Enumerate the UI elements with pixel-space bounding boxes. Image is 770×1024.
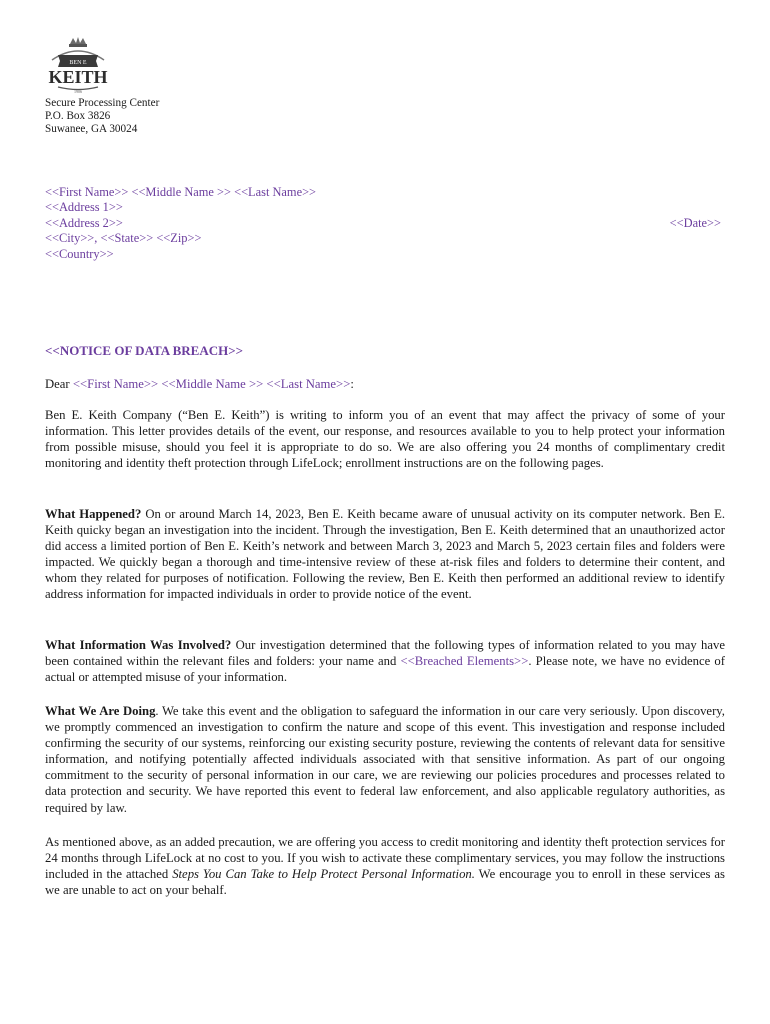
notice-title: <<NOTICE OF DATA BREACH>> <box>45 343 244 358</box>
steps-title-italic: Steps You Can Take to Help Protect Personal Information. <box>172 867 475 882</box>
logo-banner-text: BEN E <box>69 60 87 66</box>
what-we-are-doing-heading: What We Are Doing <box>45 704 156 718</box>
salutation-prefix: Dear <box>45 377 73 391</box>
salutation <box>45 376 725 392</box>
return-address <box>45 97 159 136</box>
company-logo <box>44 36 112 96</box>
credit-monitoring-text-before: As mentioned above, as an added precaution, we are offering you access to credit monitoring and identity theft protection services for 24 months through LifeLock at no cost to you. If you wish to activate these complimentary services, you may follow the instructions included in the attached <box>45 835 725 882</box>
recipient-city-state-zip: <<City>>, <<State>> <<Zip>> <box>45 231 202 246</box>
what-we-are-doing-paragraph <box>45 703 725 816</box>
what-happened-heading: What Happened? <box>45 507 142 521</box>
what-information-heading: What Information Was Involved? <box>45 638 232 652</box>
recipient-address-block <box>45 185 316 262</box>
what-information-paragraph <box>45 637 725 685</box>
credit-monitoring-text-after: We encourage you to enroll in these services as we are unable to act on your behalf. <box>45 867 725 898</box>
what-information-text-before: Our investigation determined that the following types of information related to you may have been contained within the relevant files and folders: your name and <box>45 638 725 669</box>
recipient-address1: <<Address 1>> <box>45 200 123 215</box>
return-address-line3: Suwanee, GA 30024 <box>45 123 138 135</box>
return-address-line2: P.O. Box 3826 <box>45 110 111 122</box>
logo-est-text: 1906 <box>74 89 82 94</box>
recipient-name: <<First Name>> <<Middle Name >> <<Last Name>> <box>45 185 317 199</box>
recipient-country: <<Country>> <box>45 246 114 261</box>
return-address-line1: Secure Processing Center <box>45 97 160 109</box>
logo-keith-text: KEITH <box>48 67 108 87</box>
keith-logo-emblem <box>44 36 112 96</box>
credit-monitoring-paragraph <box>45 834 725 898</box>
salutation-name: <<First Name>> <<Middle Name >> <<Last Name>> <box>72 377 351 391</box>
what-happened-paragraph <box>45 506 725 603</box>
salutation-suffix: : <box>350 377 354 391</box>
what-information-text-after: . Please note, we have no evidence of actual or attempted misuse of your information. <box>45 654 725 685</box>
recipient-address2: <<Address 2>> <box>45 215 123 230</box>
breached-elements-placeholder: <<Breached Elements>> <box>400 654 529 669</box>
what-we-are-doing-text: . We take this event and the obligation to safeguard the information in our care very seriously. Upon discovery, we promptly commenced an investigation to confirm the nature and scope of this event. This investigation and response included confirming the security of our systems, reinforcing our existing security posture, reviewing the contents of relevant data for sensitive information, and notifying potentially affected individuals associated with that sensitive information. As part of our ongoing commitment to the security of personal information in our care, we are reviewing our policies procedures and processes related to data protection and security. We have reported this event to federal law enforcement, and also applicable regulatory authorities, as required by law. <box>45 704 725 815</box>
what-happened-text: On or around March 14, 2023, Ben E. Keith became aware of unusual activity on its computer network. Ben E. Keith quicky began an investigation into the incident. Through the investigation, Ben E. Keith determined that an unauthorized actor did access a limited portion of Ben E. Keith’s network and between March 3, 2023 and March 5, 2023 certain files and folders were impacted. We quickly began a thorough and time-intensive review of these at-risk files and folders to determine their content, and whom they related for purposes of notification. Following the review, Ben E. Keith then performed an additional review to identify address information for impacted individuals in order to provide notice of the event. <box>45 507 725 602</box>
intro-paragraph: Ben E. Keith Company (“Ben E. Keith”) is writing to inform you of an event that may affect the privacy of some of your information. This letter provides details of the event, our response, and resources available to you to help protect your information from possible misuse, should you feel it is appropriate to do so. We are also offering you 24 months of complimentary credit monitoring and identity theft protection through LifeLock; enrollment instructions are on the following pages. <box>45 408 725 471</box>
letter-date: <<Date>> <box>669 216 721 230</box>
